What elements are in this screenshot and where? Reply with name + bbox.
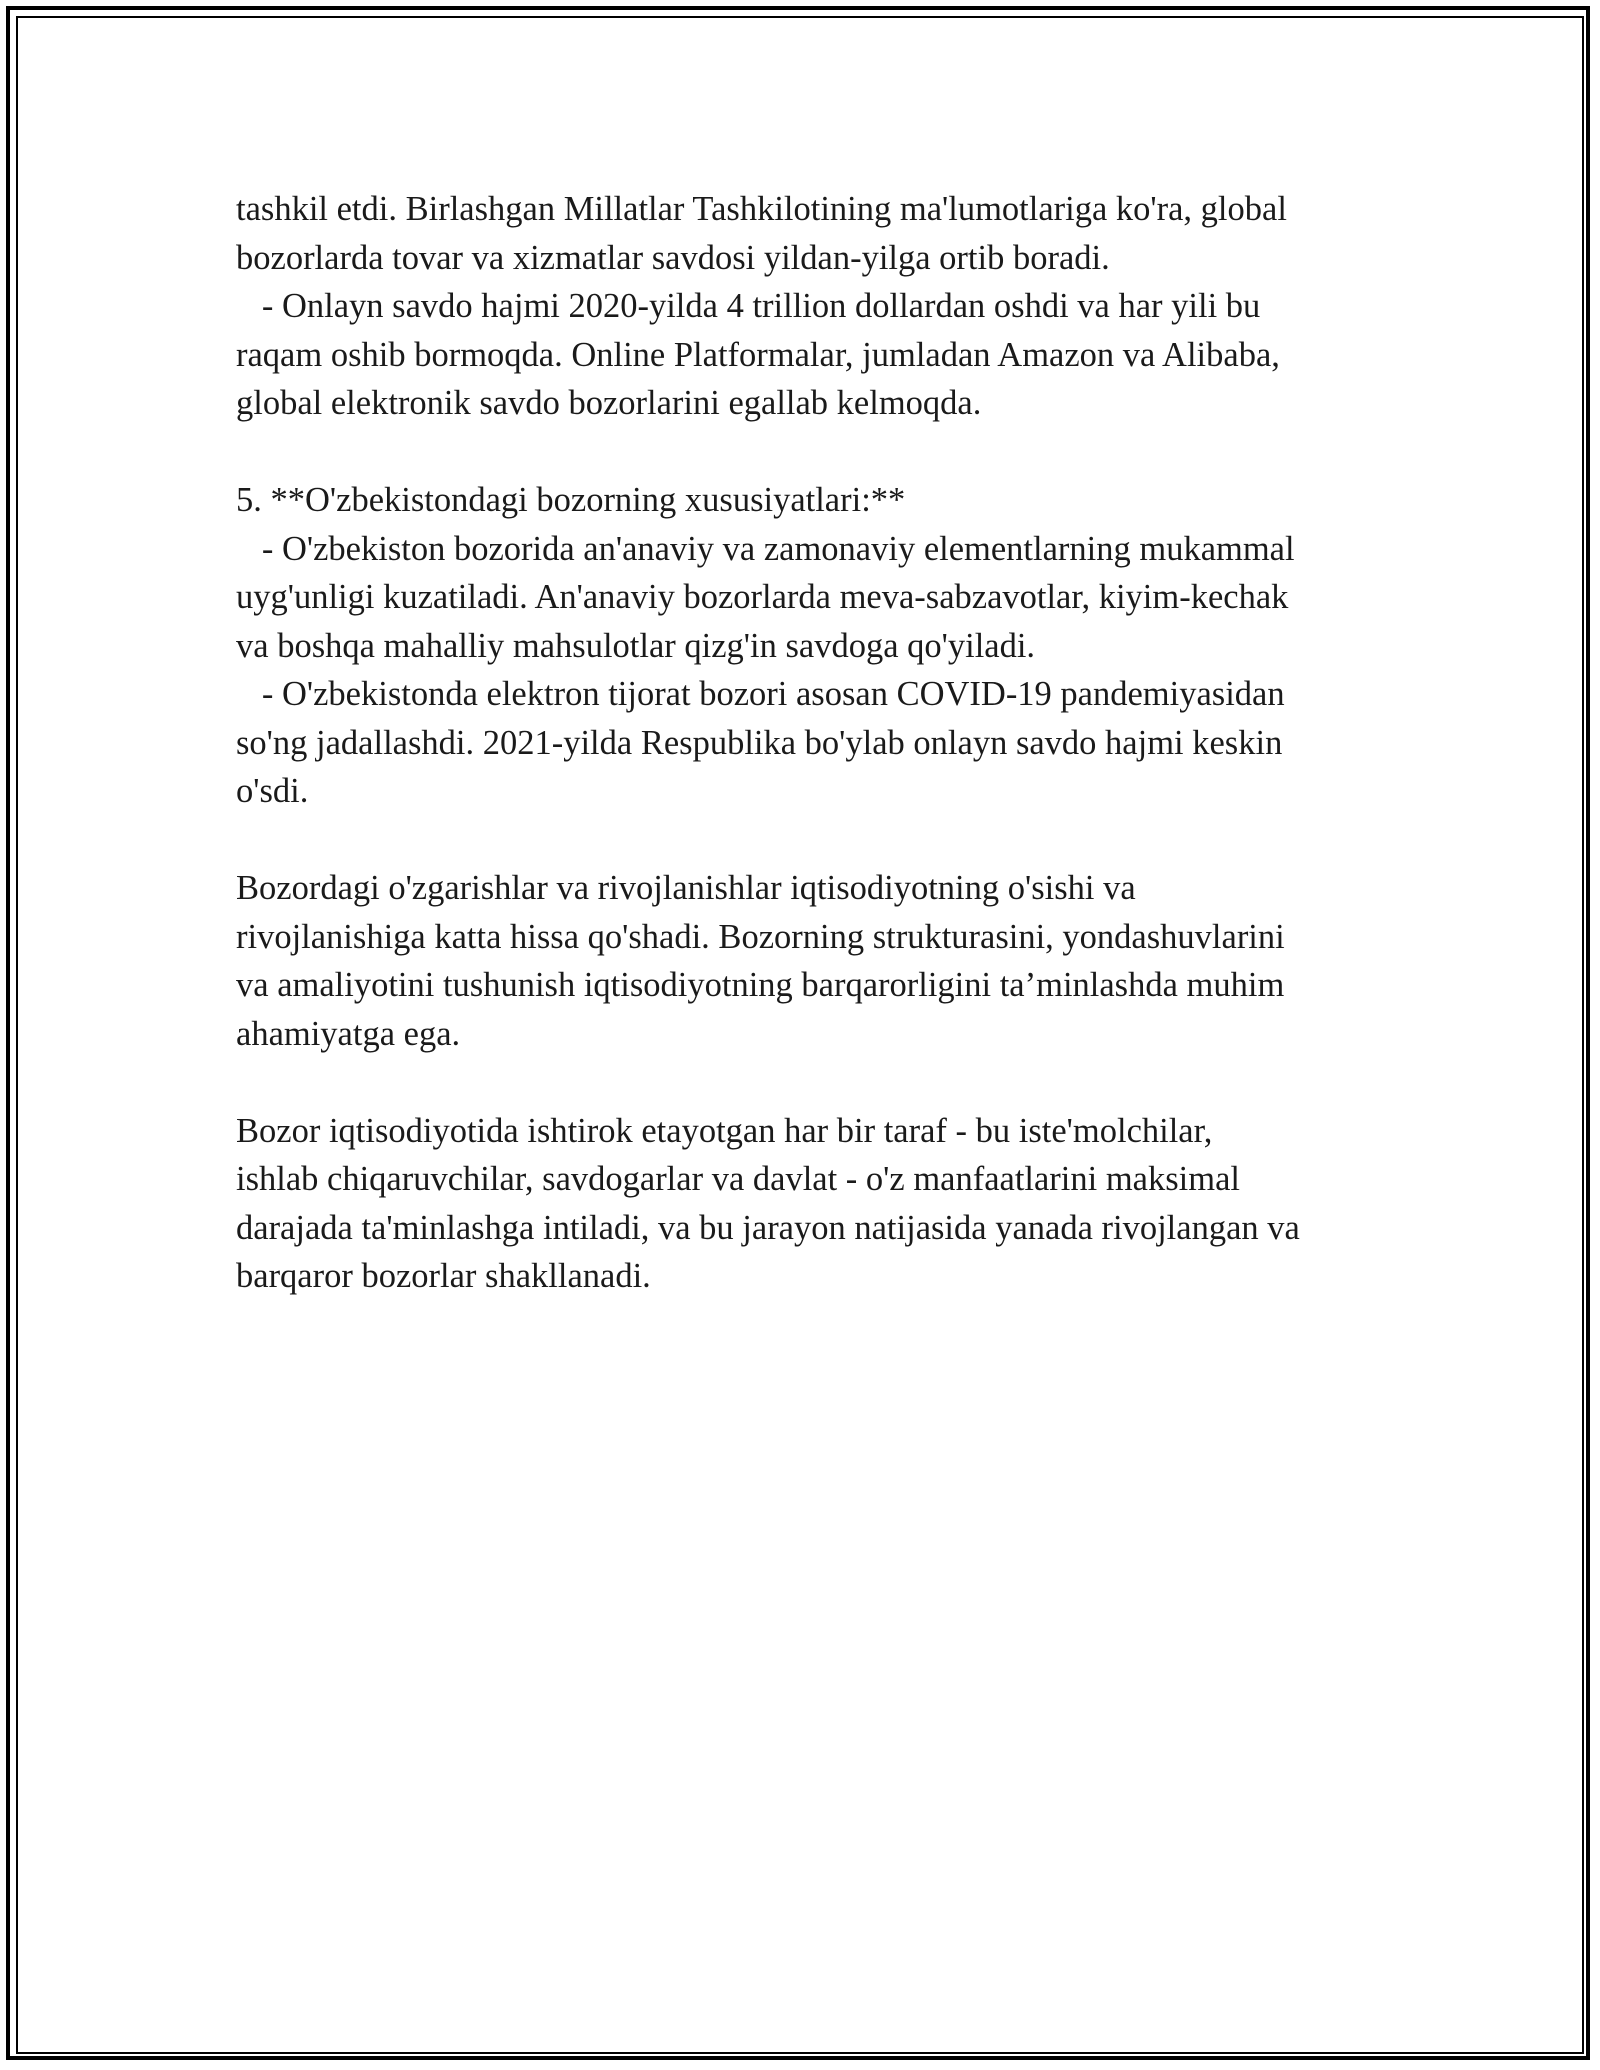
paragraph-gap (236, 1058, 1386, 1107)
text-line: va boshqa mahalliy mahsulotlar qizg'in savdoga qo'yiladi. (236, 626, 1036, 665)
document-body (236, 185, 1386, 1301)
section-heading: 5. **O'zbekistondagi bozorning xususiyatlari:** (236, 481, 906, 519)
text-line: - O'zbekiston bozorida an'anaviy va zamonaviy elementlarning mukammal (236, 529, 1295, 568)
paragraph-gap (236, 816, 1386, 865)
text-line: uyg'unligi kuzatiladi. An'anaviy bozorlarda meva-sabzavotlar, kiyim-kechak (236, 578, 1289, 616)
text-line: tashkil etdi. Birlashgan Millatlar Tashkilotining ma'lumotlariga ko'ra, global (236, 190, 1287, 228)
text-line: ishlab chiqaruvchilar, savdogarlar va davlat - o'z manfaatlarini maksimal (236, 1160, 1240, 1198)
text-line: va amaliyotini tushunish iqtisodiyotning barqarorligini ta’minlashda muhim (236, 966, 1285, 1004)
text-line: o'sdi. (236, 772, 309, 810)
text-line: ahamiyatga ega. (236, 1014, 461, 1053)
text-line: - O'zbekistonda elektron tijorat bozori asosan COVID-19 pandemiyasidan (236, 675, 1285, 713)
text-line: - Onlayn savdo hajmi 2020-yilda 4 trillion dollardan oshdi va har yili bu (236, 287, 1261, 325)
text-line: bozorlarda tovar va xizmatlar savdosi yildan-yilga ortib boradi. (236, 238, 1110, 277)
text-line: global elektronik savdo bozorlarini egallab kelmoqda. (236, 384, 982, 422)
text-line: barqaror bozorlar shakllanadi. (236, 1257, 651, 1295)
text-line: darajada ta'minlashga intiladi, va bu jarayon natijasida yanada rivojlangan va (236, 1208, 1300, 1247)
text-line: raqam oshib bormoqda. Online Platformalar, jumladan Amazon va Alibaba, (236, 335, 1280, 374)
text-line: so'ng jadallashdi. 2021-yilda Respublika bo'ylab onlayn savdo hajmi keskin (236, 723, 1283, 762)
text-line: Bozordagi o'zgarishlar va rivojlanishlar iqtisodiyotning o'sishi va (236, 869, 1136, 907)
paragraph-gap (236, 428, 1386, 477)
text-line: rivojlanishiga katta hissa qo'shadi. Bozorning strukturasini, yondashuvlarini (236, 917, 1285, 956)
text-line: Bozor iqtisodiyotida ishtirok etayotgan har bir taraf - bu iste'molchilar, (236, 1111, 1213, 1150)
